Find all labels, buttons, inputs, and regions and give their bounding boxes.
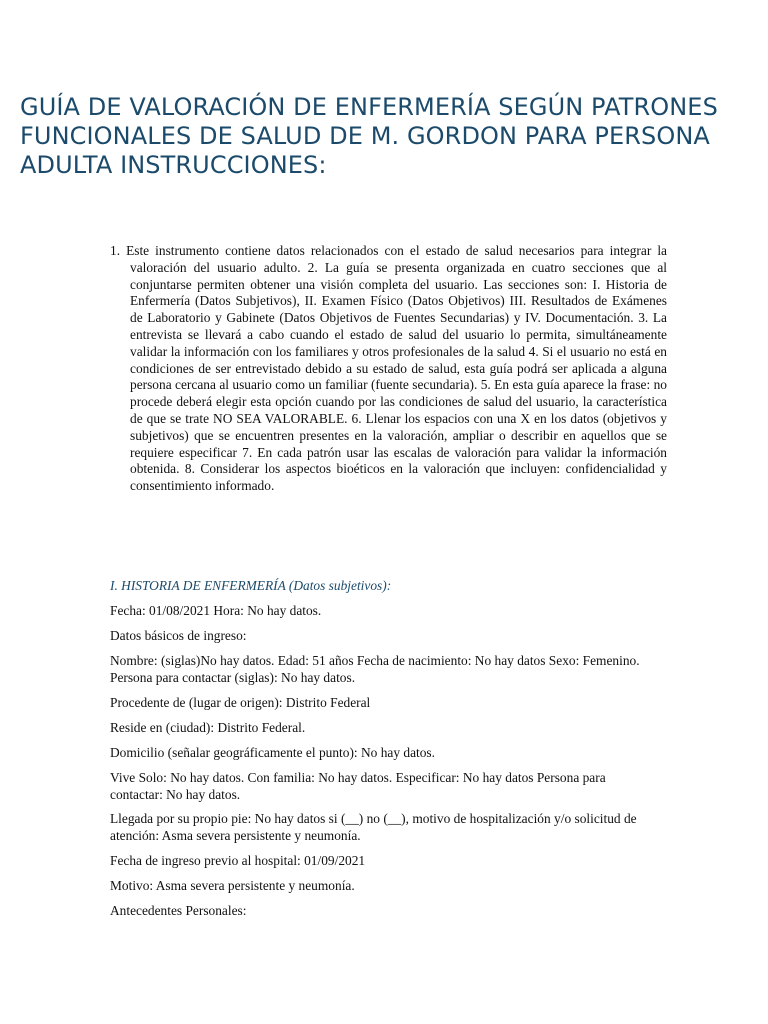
field-personal-history: Antecedentes Personales:	[110, 903, 247, 919]
field-name-age-sex: Nombre: (siglas)No hay datos. Edad: 51 años Fecha de nacimiento: No hay datos Sexo: Femenino. Persona para contactar (siglas): No hay datos.	[110, 652, 640, 685]
field-reason: Motivo: Asma severa persistente y neumonía.	[110, 878, 355, 894]
field-date-time: Fecha: 01/08/2021 Hora: No hay datos.	[110, 603, 322, 618]
instructions-paragraph: 1. Este instrumento contiene datos relacionados con el estado de salud necesarios para integrar la valoración del usuario adulto. 2. La guía se presenta organizada en cuatro secciones que al conjuntarse permiten obtener una visión completa del usuario. Las secciones son: I. Historia de Enfermería (Datos Subjetivos), II. Examen Físico (Datos Objetivos) III. Resultados de Exámenes de Laboratorio y Gabinete (Datos Objetivos de Fuentes Secundarias) y IV. Documentación. 3. La entrevista se llevará a cabo cuando el estado de salud del usuario lo permita, simultáneamente validar la información con los familiares y otros profesionales de la salud 4. Si el usuario no está en condiciones de ser entrevistado debido a su estado de salud, esta guía podrá ser aplicada a alguna persona cercana al usuario como un familiar (fuente secundaria). 5. En esta guía aparece la frase: no procede deberá elegir esta opción cuando por las condiciones de salud del usuario, la característica de que se trate NO SEA VALORABLE. 6. Llenar los espacios con una X en los datos (objetivos y subjetivos) que se encuentren presentes en la valoración, ampliar o describir en aquellos que se requiere especificar 7. En cada patrón usar las escalas de valoración para validar la información obtenida. 8. Considerar los aspectos bioéticos en la valoración que incluyen: confidencialidad y consentimiento informado.	[110, 243, 667, 494]
field-origin: Procedente de (lugar de origen): Distrito Federal	[110, 694, 371, 710]
field-basic-data-heading: Datos básicos de ingreso:	[110, 627, 247, 643]
page-title: GUÍA DE VALORACIÓN DE ENFERMERÍA SEGÚN PATRONES FUNCIONALES DE SALUD DE M. GORDON PARA PERSONA ADULTA INSTRUCCIONES:	[20, 93, 718, 179]
field-previous-admission: Fecha de ingreso previo al hospital: 01/09/2021	[110, 853, 366, 869]
field-arrival: Llegada por su propio pie: No hay datos si (__) no (__), motivo de hospitalización y/o solicitud de atención: Asma severa persistente y neumonía.	[110, 811, 637, 844]
section-heading: I. HISTORIA DE ENFERMERÍA (Datos subjetivos):	[110, 578, 392, 593]
patient-fields	[110, 603, 658, 928]
field-living-situation: Vive Solo: No hay datos. Con familia: No hay datos. Especificar: No hay datos Persona para contactar: No hay datos.	[110, 769, 606, 802]
field-residence: Reside en (ciudad): Distrito Federal.	[110, 719, 306, 735]
field-address: Domicilio (señalar geográficamente el punto): No hay datos.	[110, 744, 435, 760]
